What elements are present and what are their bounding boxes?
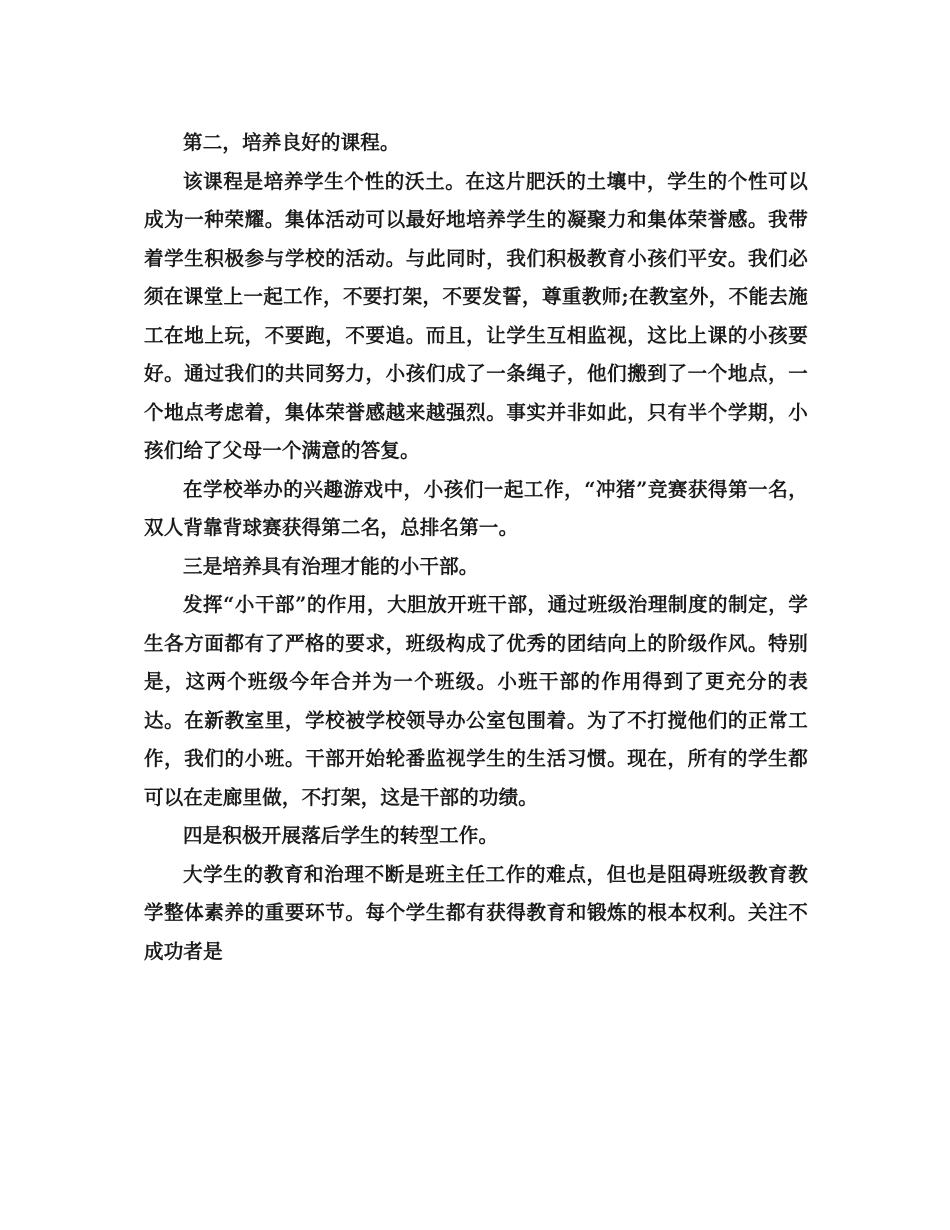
paragraph-heading-fourth: 四是积极开展落后学生的转型工作。 bbox=[183, 824, 499, 847]
paragraph-school-games: 在学校举办的兴趣游戏中，小孩们一起工作，“冲猪”竞赛获得第一名，双人背靠背球赛获得第二名，总排名第一。 bbox=[144, 477, 808, 539]
paragraph-heading-third: 三是培养具有治理才能的小干部。 bbox=[183, 554, 479, 578]
paragraph-class-cadres: 发挥“小干部”的作用，大胆放开班干部，通过班级治理制度的制定，学生各方面都有了严格的要求，班级构成了优秀的团结向上的阶级作风。特别是，这两个班级今年合并为一个班级。小班干部的作用得到了更充分的表达。在新教室里，学校被学校领导办公室包围着。为了不打搅他们的正常工作，我们的小班。干部开始轮番监视学生的生活习惯。现在，所有的学生都可以在走廊里做，不打架，这是干部的功绩。 bbox=[144, 593, 808, 809]
paragraph-collective-activities: 该课程是培养学生个性的沃土。在这片肥沃的土壤中，学生的个性可以成为一种荣耀。集体活动可以最好地培养学生的凝聚力和集体荣誉感。我带着学生积极参与学校的活动。与此同时，我们积极教育小孩们平安。我们必须在课堂上一起工作，不要打架，不要发誓，尊重教师;在教室外，不能去施工在地上玩，不要跑，不要追。而且，让学生互相监视，这比上课的小孩要好。通过我们的共同努力，小孩们成了一条绳子，他们搬到了一个地点，一个地点考虑着，集体荣誉感越来越强烈。事实并非如此，只有半个学期，小孩们给了父母一个满意的答复。 bbox=[144, 169, 808, 462]
paragraph-heading-second: 第二，培养良好的课程。 bbox=[183, 131, 400, 154]
document-body bbox=[144, 124, 808, 971]
paragraph-student-education: 大学生的教育和治理不断是班主任工作的难点，但也是阻碍班级教育教学整体素养的重要环节。每个学生都有获得教育和锻炼的根本权利。关注不成功者是 bbox=[144, 862, 808, 963]
